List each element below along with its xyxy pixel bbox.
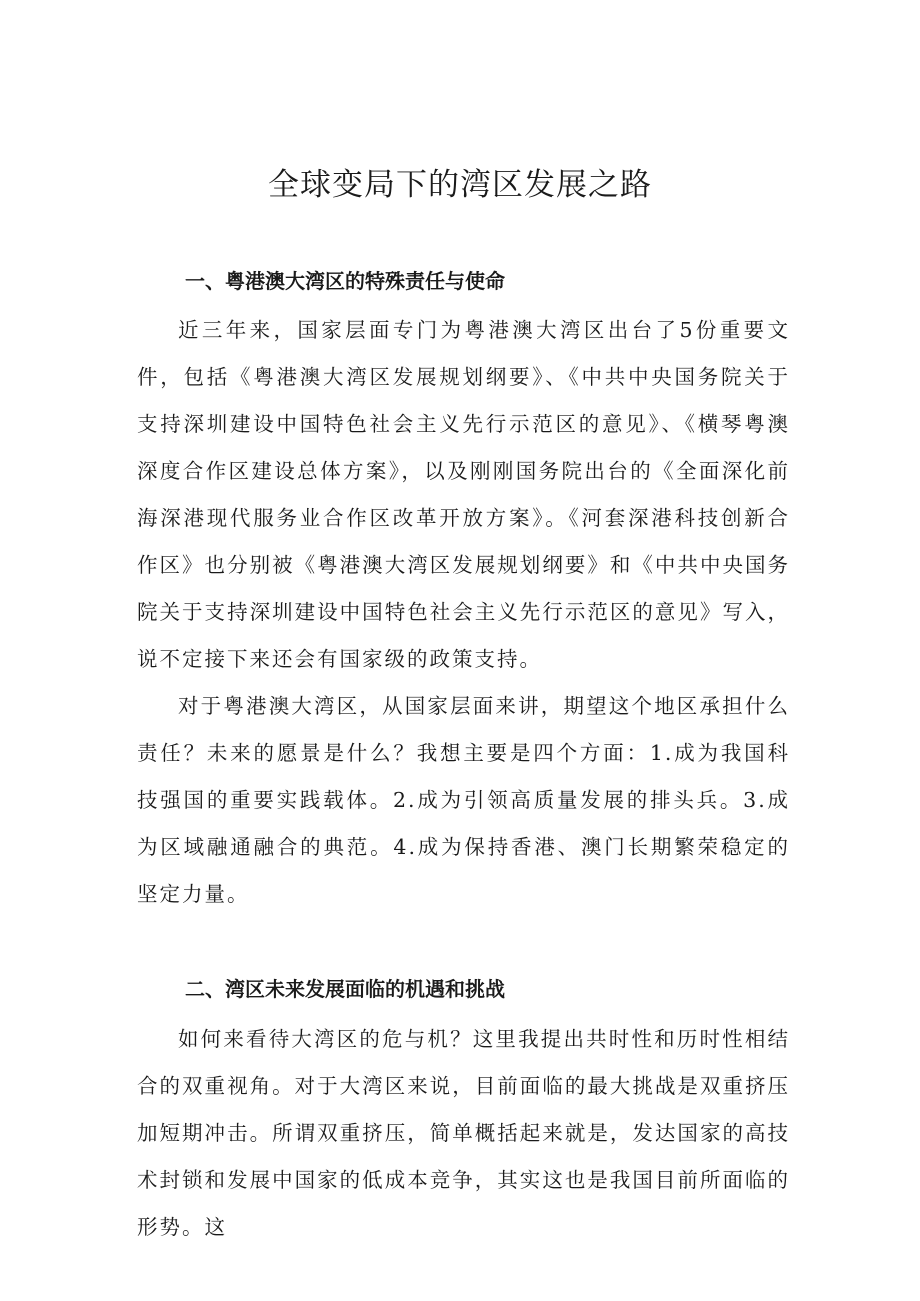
document-title: 全球变局下的湾区发展之路 bbox=[268, 167, 652, 203]
section-heading-2: 二、湾区未来发展面临的机遇和挑战 bbox=[185, 977, 505, 1001]
section-1-paragraph-1: 近三年来，国家层面专门为粤港澳大湾区出台了5份重要文件，包括《粤港澳大湾区发展规划纲要》、《中共中央国务院关于支持深圳建设中国特色社会主义先行示范区的意见》、《横琴粤澳深度合作区建设总体方案》，以及刚刚国务院出台的《全面深化前海深港现代服务业合作区改革开放方案》。《河套深港科技创新合作区》也分别被《粤港澳大湾区发展规划纲要》和《中共中央国务院关于支持深圳建设中国特色社会主义先行示范区的意见》写入，说不定接下来还会有国家级的政策支持。 bbox=[137, 318, 790, 671]
document-body bbox=[137, 266, 790, 1251]
section-2-paragraph-1: 如何来看待大湾区的危与机？这里我提出共时性和历时性相结合的双重视角。对于大湾区来说，目前面临的最大挑战是双重挤压加短期冲击。所谓双重挤压，简单概括起来就是，发达国家的高技术封锁和发展中国家的低成本竞争，其实这也是我国目前所面临的形势。这 bbox=[137, 1027, 790, 1239]
section-1-paragraph-2: 对于粤港澳大湾区，从国家层面来讲，期望这个地区承担什么责任？未来的愿景是什么？我想主要是四个方面：1.成为我国科技强国的重要实践载体。2.成为引领高质量发展的排头兵。3.成为区域融通融合的典范。4.成为保持香港、澳门长期繁荣稳定的坚定力量。 bbox=[137, 694, 790, 906]
section-heading-1: 一、粤港澳大湾区的特殊责任与使命 bbox=[185, 269, 505, 293]
